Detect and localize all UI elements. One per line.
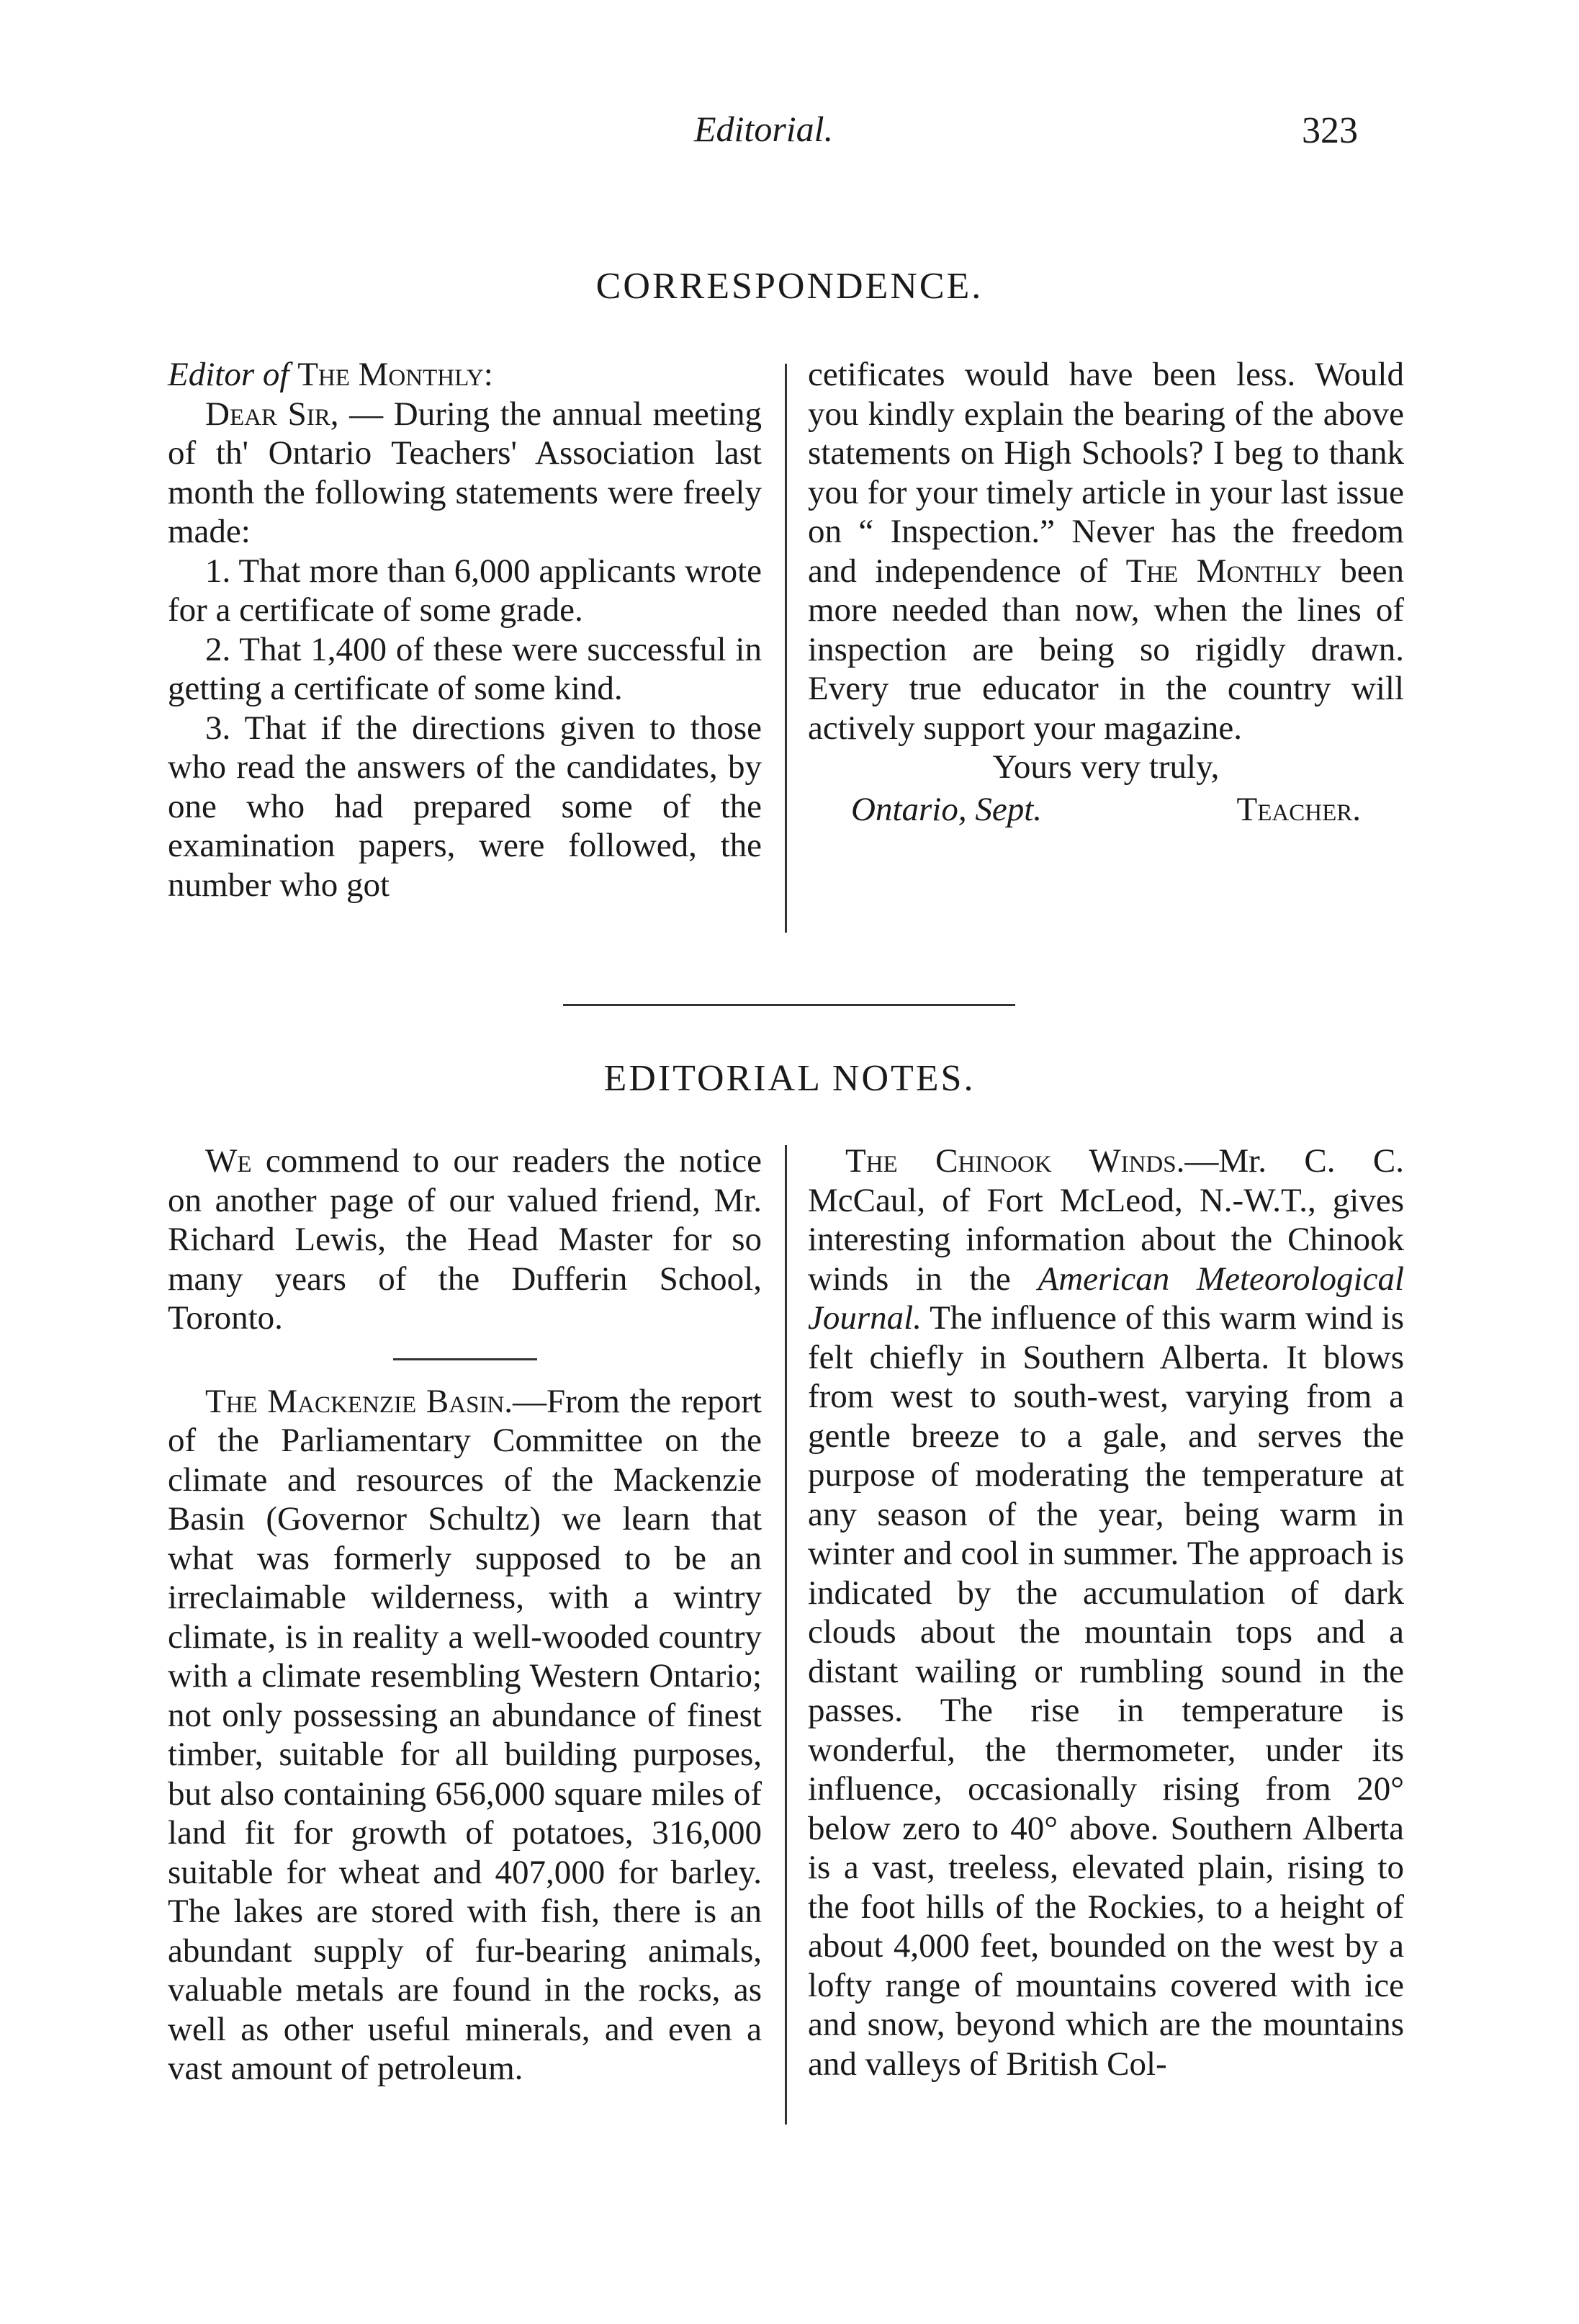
correspondence-title: CORRESPONDENCE. [595,266,984,307]
column-divider [785,364,787,933]
editorial-left-column [168,1141,762,2089]
correspondence-left-column [168,355,762,905]
page-number: 323 [1302,110,1358,151]
letter-intro: Dear Sir, — During the annual meeting of th' Ontario Teachers' Association last month the following statements were freely made: [168,395,762,550]
editorial-notes-title: EDITORIAL NOTES. [603,1058,976,1099]
section-divider [563,1004,1015,1006]
letter-place: Ontario, Sept. [851,790,1043,828]
letter-point-2: 2. That 1,400 of these were successful in getting a certificate of some kind. [168,630,762,707]
note-divider [393,1358,537,1360]
column-divider-lower [785,1145,787,2125]
letter-point-3: 3. That if the directions given to those who read the answers of the candidates, by one who had prepared some of the examination papers, were followed, the number who got [168,709,762,904]
running-title: Editorial. [694,109,834,149]
letter-continuation: cetificates would have been less. Would you kindly explain the bearing of the above statements on High Schools? I beg to thank you for your timely article in your last issue on “ Inspection.” Never has the freedom and independence of The Monthly been more needed than now, when the lines of inspection are being so rigidly drawn. Every true educator in the country will actively support your magazine. [808,356,1405,747]
editorial-right-column [808,1141,1404,2083]
letter-addressee: Editor of The Monthly: [168,356,493,393]
page-header [0,108,1579,166]
letter-signature: Teacher. [1236,790,1361,828]
letter-signature-line [808,790,1404,830]
letter-point-1: 1. That more than 6,000 applicants wrote for a certificate of some grade. [168,552,762,629]
note-mackenzie-basin: The Mackenzie Basin.—From the report of the Parliamentary Committee on the climate and resources of the Mackenzie Basin (Governor Schultz) we learn that what was formerly supposed to be an irreclaimable wilderness, with a wintry climate, is in reality a well-wooded country with a climate resembling Western Ontario; not only possessing an abundance of finest timber, suitable for all building purposes, but also containing 656,000 square miles of land fit for growth of potatoes, 316,000 suitable for wheat and 407,000 for barley. The lakes are stored with fish, there is an abundant supply of fur-bearing animals, valuable metals are found in the rocks, as well as other useful minerals, and even a vast amount of petroleum. [168,1382,762,2087]
note-chinook-winds: The Chinook Winds.—Mr. C. C. McCaul, of Fort McLeod, N.-W.T., gives interesting information about the Chinook winds in the American Meteorological Journal. The influence of this warm wind is felt chiefly in Southern Alberta. It blows from west to south-west, varying from a gentle breeze to a gale, and serves the purpose of moderating the temperature at any season of the year, being warm in winter and cool in summer. The approach is indicated by the accumulation of dark clouds about the mountain tops and a distant wailing or rumbling sound in the passes. The rise in temperature is wonderful, the thermometer, under its influence, occasionally rising from 20° below zero to 40° above. Southern Alberta is a vast, treeless, elevated plain, rising to the foot hills of the Rockies, to a height of about 4,000 feet, bounded on the west by a lofty range of mountains covered with ice and snow, beyond which are the mountains and valleys of British Col- [808,1142,1405,2083]
note-lewis: We commend to our readers the notice on another page of our valued friend, Mr. Richard Lewis, the Head Master for so many years of the Dufferin School, Toronto. [168,1142,762,1337]
letter-closing: Yours very truly, [992,748,1220,786]
correspondence-right-column [808,355,1404,829]
